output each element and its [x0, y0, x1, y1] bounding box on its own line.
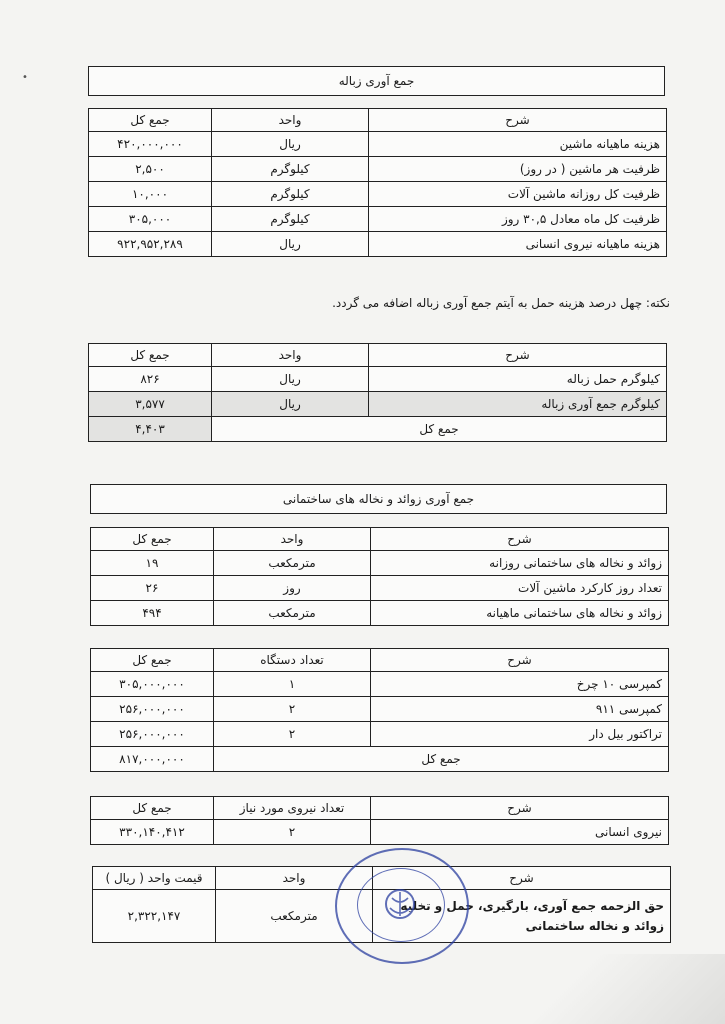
- section1-title: جمع آوری زباله: [88, 66, 665, 96]
- workforce-table: [90, 796, 669, 845]
- table-header-row: شرح تعداد دستگاه جمع کل: [91, 649, 669, 672]
- table-row: تراکتور بیل دار ۲ ۲۵۶,۰۰۰,۰۰۰: [91, 722, 669, 747]
- garbage-cost-per-kg-table: [88, 343, 667, 442]
- table-row: کمپرسی ۱۰ چرخ ۱ ۳۰۵,۰۰۰,۰۰۰: [91, 672, 669, 697]
- sum-row: [91, 747, 669, 772]
- construction-debris-table: [90, 527, 669, 626]
- table-row: ظرفیت کل ماه معادل ۳۰,۵ روز کیلوگرم ۳۰۵,۰۰۰: [89, 207, 667, 232]
- table-row: ظرفیت کل روزانه ماشین آلات کیلوگرم ۱۰,۰۰۰: [89, 182, 667, 207]
- table-header-row: شرح واحد جمع کل: [91, 528, 669, 551]
- table-header-row: شرح تعداد نیروی مورد نیاز جمع کل: [91, 797, 669, 820]
- sum-value: ۴,۴۰۳: [89, 417, 212, 442]
- table-header-row: شرح واحد جمع کل: [89, 344, 667, 367]
- table-row: ظرفیت هر ماشین ( در روز) کیلوگرم ۲,۵۰۰: [89, 157, 667, 182]
- table-header-row: شرح واحد قیمت واحد ( ریال ): [93, 867, 671, 890]
- scan-shadow: [465, 954, 725, 1024]
- header-unit: واحد: [212, 109, 369, 132]
- note-text: نکته: چهل درصد هزینه حمل به آیتم جمع آوری زباله اضافه می گردد.: [332, 296, 670, 310]
- table-row: کیلوگرم حمل زباله ریال ۸۲۶: [89, 367, 667, 392]
- sum-row: [89, 417, 667, 442]
- sum-label: جمع کل: [212, 417, 667, 442]
- section3-title: جمع آوری زوائد و نخاله های ساختمانی: [90, 484, 667, 514]
- table-row: نیروی انسانی ۲ ۳۳۰,۱۴۰,۴۱۲: [91, 820, 669, 845]
- scan-mark: •: [22, 72, 28, 83]
- sum-label: جمع کل: [214, 747, 669, 772]
- header-desc: شرح: [369, 109, 667, 132]
- table-row: زوائد و نخاله های ساختمانی ماهیانه مترمکعب ۴۹۴: [91, 601, 669, 626]
- table-row: کیلوگرم جمع آوری زباله ریال ۳,۵۷۷: [89, 392, 667, 417]
- header-total: جمع کل: [89, 109, 212, 132]
- table-row: هزینه ماهیانه نیروی انسانی ریال ۹۲۲,۹۵۲,۲۸۹: [89, 232, 667, 257]
- table-row: تعداد روز کارکرد ماشین آلات روز ۲۶: [91, 576, 669, 601]
- table-header-row: [89, 109, 667, 132]
- table-row: کمپرسی ۹۱۱ ۲ ۲۵۶,۰۰۰,۰۰۰: [91, 697, 669, 722]
- sum-value: ۸۱۷,۰۰۰,۰۰۰: [91, 747, 214, 772]
- seal-emblem-icon: [335, 848, 465, 960]
- table-row: زوائد و نخاله های ساختمانی روزانه مترمکعب ۱۹: [91, 551, 669, 576]
- table-row: حق الزحمه جمع آوری، بارگیری، حمل و تخلیه زوائد و نخاله ساختمانی مترمکعب ۲,۳۲۲,۱۴۷: [93, 890, 671, 943]
- machinery-table: [90, 648, 669, 772]
- official-seal: [335, 848, 469, 964]
- table-row: هزینه ماهیانه ماشین ریال ۴۲۰,۰۰۰,۰۰۰: [89, 132, 667, 157]
- garbage-collection-table: [88, 108, 667, 257]
